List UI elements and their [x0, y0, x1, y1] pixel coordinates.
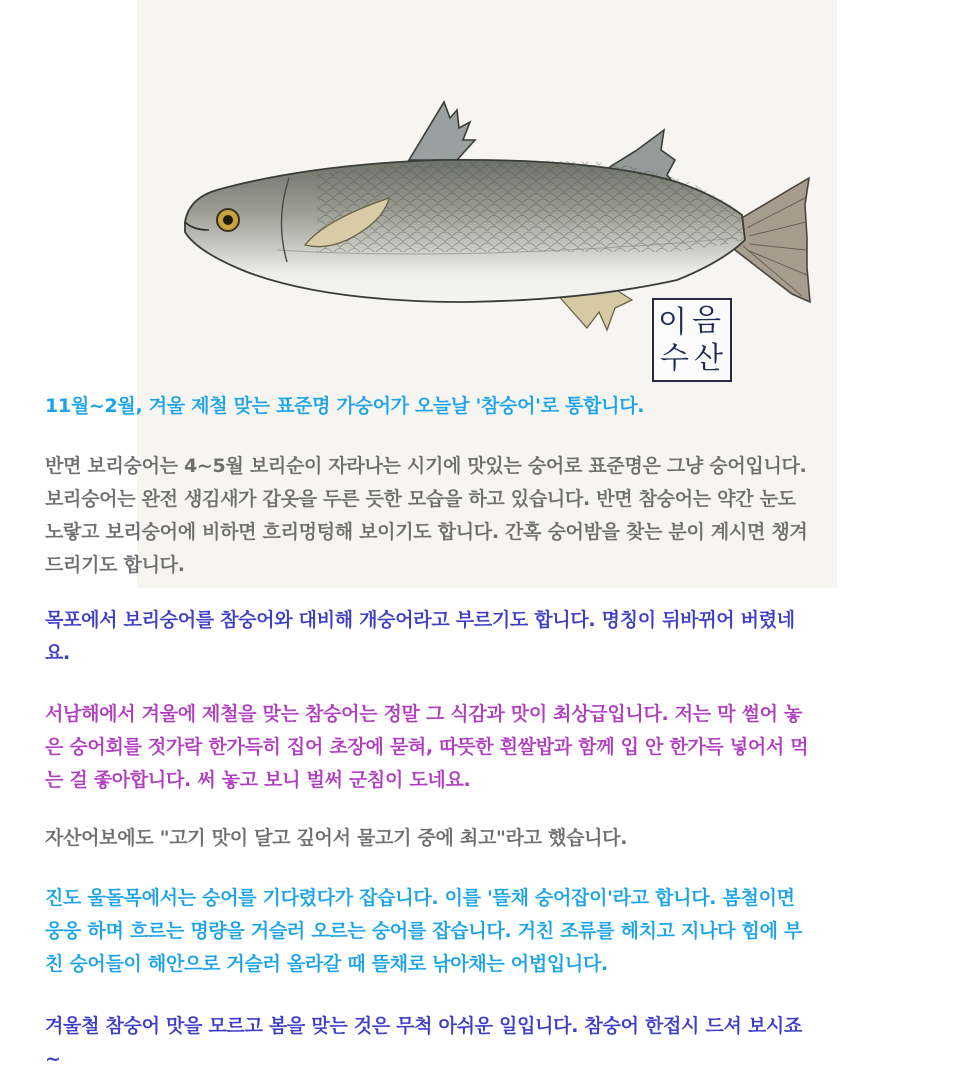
- stamp-char: 수: [660, 341, 689, 376]
- paragraph-bori-mullet: 반면 보리숭어는 4~5월 보리순이 자라나는 시기에 맛있는 숭어로 표준명은 그냥 숭어입니다. 보리숭어는 완전 생김새가 갑옷을 두른 듯한 모습을 하고 있습니다. 반면 참숭어는 약간 눈도 노랗고 보리숭어에 비하면 흐리멍텅해 보이기도 합니다. 간혹 숭어밤을 찾는 분이 계시면 챙겨 드리기도 합니다.: [45, 455, 808, 576]
- stamp-char: 이: [658, 305, 687, 340]
- mullet-fish-drawing: [137, 0, 837, 400]
- paragraph-winter-taste: 서남해에서 겨울에 제철을 맞는 참숭어는 정말 그 식감과 맛이 최상급입니다. 저는 막 썰어 놓 은 숭어회를 젓가락 한가득히 집어 초장에 묻혀, 따뜻한 흰쌀밥과 함께 입 안 한가득 넣어서 먹 는 걸 좋아합니다. 써 놓고 보니 벌써 군침이 도네요.: [45, 703, 809, 791]
- stamp-char: 산: [694, 341, 723, 376]
- paragraph-intro: 11월~2월, 겨울 제철 맞는 표준명 가숭어가 오늘날 '참숭어'로 통합니다.: [45, 395, 645, 417]
- mullet-fish-illustration: [137, 0, 837, 400]
- stamp-char: 음: [692, 303, 721, 338]
- paragraph-jindo: 진도 울돌목에서는 숭어를 기다렸다가 잡습니다. 이를 '뜰채 숭어잡이'라고 합니다. 봄철이면 웅웅 하며 흐르는 명량을 거슬러 오르는 숭어를 잡습니다. 거친 조류를 헤치고 지나다 힘에 부 친 숭어들이 해안으로 거슬러 올라갈 때 뜰채로 낚아채는 어법입니다.: [45, 887, 803, 975]
- paragraph-closing: 겨울철 참숭어 맛을 모르고 봄을 맞는 것은 무척 아쉬운 일입니다. 참숭어 한접시 드셔 보시죠 ~: [45, 1015, 803, 1070]
- paragraph-mokpo: 목포에서 보리숭어를 참숭어와 대비해 개숭어라고 부르기도 합니다. 명칭이 뒤바뀌어 버렸네 요.: [45, 609, 795, 664]
- shop-seal-stamp: [652, 298, 732, 382]
- paragraph-jasaneobo: 자산어보에도 "고기 맛이 달고 깊어서 물고기 중에 최고"라고 했습니다.: [45, 827, 628, 849]
